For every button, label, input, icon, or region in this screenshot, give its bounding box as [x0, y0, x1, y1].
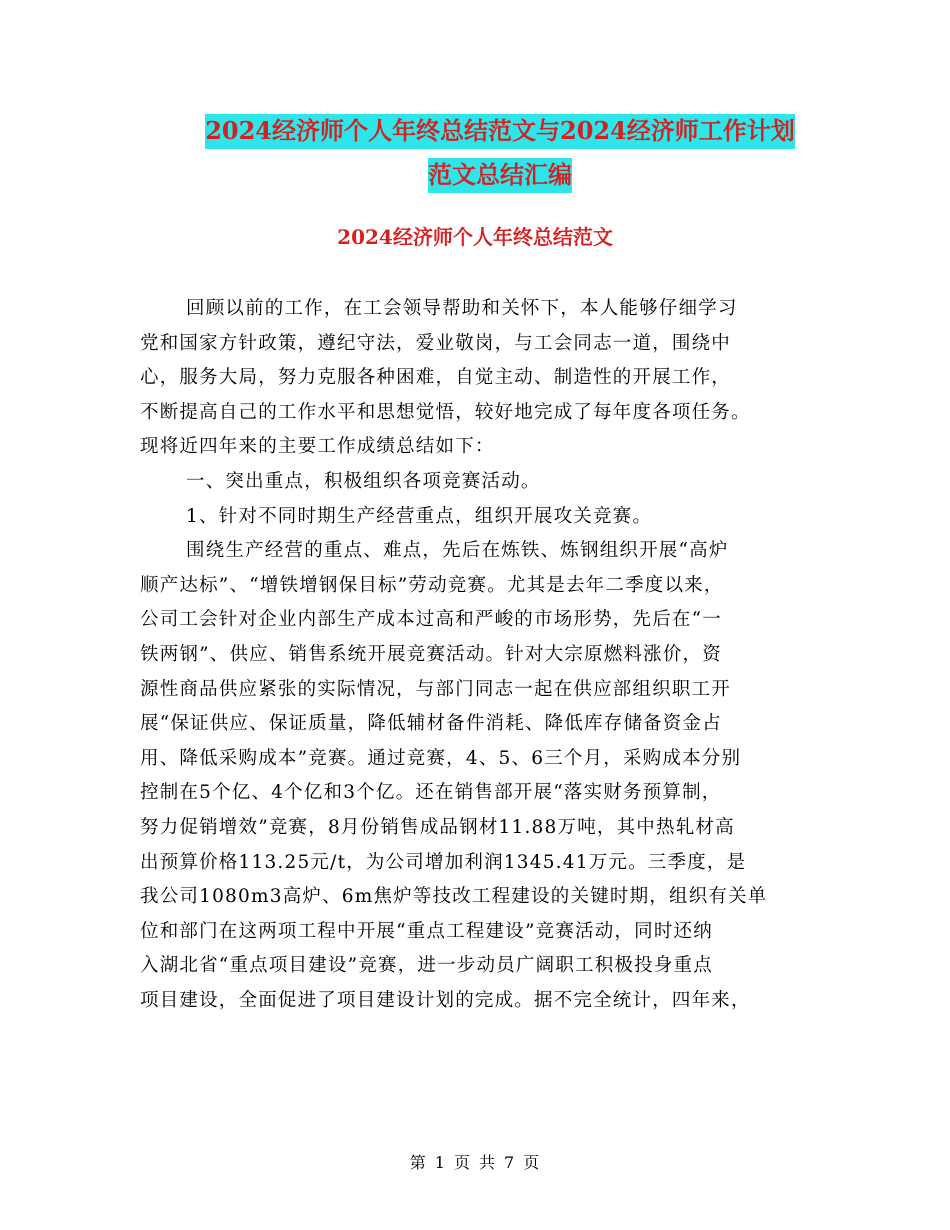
paragraph-line: 控制在5个亿、4个亿和3个亿。还在销售部开展“落实财务预算制，: [140, 782, 722, 804]
footer-di: 第: [409, 1153, 427, 1172]
paragraph-line: 公司工会针对企业内部生产成本过高和严峻的市场形势，先后在“一: [140, 609, 722, 631]
paragraph-line: 位和部门在这两项工程中开展“重点工程建设”竞赛活动，同时还纳: [140, 920, 713, 942]
paragraph-line: 努力促销增效”竞赛，8月份销售成品钢材11.88万吨，其中热轧材高: [140, 816, 735, 838]
paragraph-line: 围绕生产经营的重点、难点，先后在炼铁、炼钢组织开展“高炉: [186, 540, 729, 562]
paragraph-line: 顺产达标”、“增铁增钢保目标”劳动竞赛。尤其是去年二季度以来，: [140, 574, 724, 596]
paragraph-line: 铁两钢”、供应、销售系统开展竞赛活动。针对大宗原燃料涨价，资: [140, 643, 722, 665]
footer-page-number: 1: [434, 1153, 446, 1172]
footer-ye: 页: [453, 1153, 471, 1172]
footer-gong: 共: [479, 1153, 497, 1172]
page-footer: [0, 1150, 950, 1173]
paragraph-line: 不断提高自己的工作水平和思想觉悟，较好地完成了每年度各项任务。: [140, 401, 751, 423]
paragraph-line: 入湖北省“重点项目建设”竞赛，进一步动员广阔职工积极投身重点: [140, 955, 713, 977]
paragraph-line: 我公司1080m3高炉、6m焦炉等技改工程建设的关键时期，组织有关单: [140, 886, 768, 908]
title-text-1: 2024经济师个人年终总结范文与2024经济师工作计划: [205, 114, 795, 149]
paragraph-line: 用、降低采购成本”竞赛。通过竞赛，4、5、6三个月，采购成本分别: [140, 747, 742, 769]
section-item-line: 一、突出重点，积极组织各项竞赛活动。: [186, 470, 541, 492]
footer-total-pages: 7: [504, 1153, 516, 1172]
paragraph-line: 心，服务大局，努力克服各种困难，自觉主动、制造性的开展工作，: [140, 367, 732, 389]
paragraph-line: 项目建设，全面促进了项目建设计划的完成。据不完全统计，四年来，: [140, 989, 751, 1011]
paragraph-line: 党和国家方针政策，遵纪守法，爱业敬岗，与工会同志一道，围绕中: [140, 332, 732, 354]
document-title-line-1: [120, 108, 880, 154]
footer-ye-2: 页: [523, 1153, 541, 1172]
paragraph-line: 展“保证供应、保证质量，降低辅材备件消耗、降低库存储备资金占: [140, 713, 722, 735]
paragraph-line: 现将近四年来的主要工作成绩总结如下：: [140, 436, 495, 458]
paragraph-line: 出预算价格113.25元/t，为公司增加利润1345.41万元。三季度，是: [140, 851, 747, 873]
subsection-item-line: 1、针对不同时期生产经营重点，组织开展攻关竞赛。: [186, 505, 653, 527]
document-title-line-2: [120, 152, 880, 198]
paragraph-line: 源性商品供应紧张的实际情况，与部门同志一起在供应部组织职工开: [140, 678, 732, 700]
title-text-2: 范文总结汇编: [428, 158, 572, 193]
body-text: [140, 292, 810, 1018]
section-heading: 2024经济师个人年终总结范文: [337, 225, 613, 249]
paragraph-line: 回顾以前的工作，在工会领导帮助和关怀下，本人能够仔细学习: [186, 298, 738, 319]
